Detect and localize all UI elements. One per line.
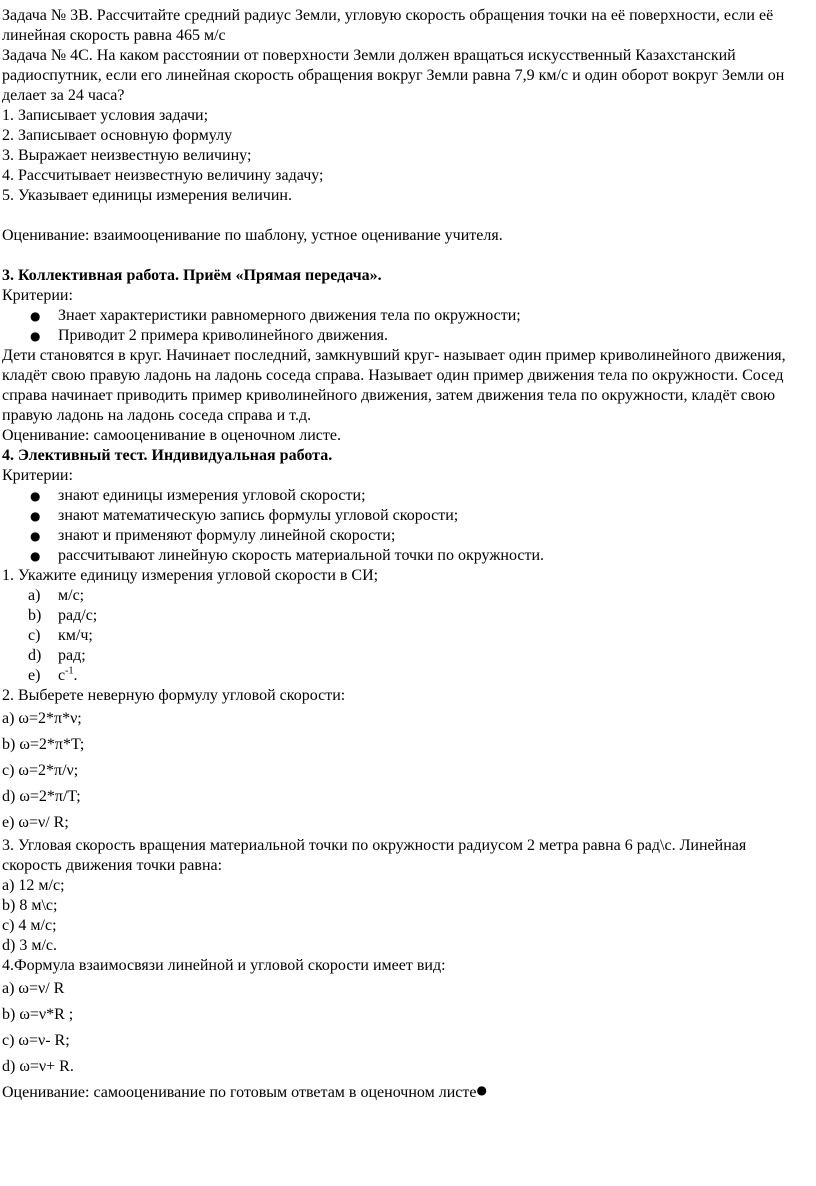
question-2-option: a) ω=2*π*ν;: [2, 710, 82, 727]
question-2-option: d) ω=2*π/T;: [2, 788, 81, 805]
question-4-option: c) ω=ν- R;: [2, 1032, 70, 1049]
question-2-option: e) ω=ν/ R;: [2, 814, 69, 831]
question-4: 4.Формула взаимосвязи линейной и угловой скорости имеет вид:: [2, 957, 446, 974]
task-3b: Задача № 3В. Рассчитайте средний радиус Земли, угловую скорость обращения точки на её поверхности, если её линейная скорость равна 465 м/с: [2, 7, 774, 44]
section-3-criteria-label: Критерии:: [2, 287, 73, 304]
question-1-option: d) рад;: [28, 647, 86, 664]
section-3-body: Дети становятся в круг. Начинает последний, замкнувший круг- называет один пример криволинейного движения, кладёт свою правую ладонь на ладонь соседа справа. Называет один пример движения тела по окружности. Сосед справа начинает приводить пример криволинейного движения, затем движения тела по окружности, кладёт свою правую ладонь на ладонь соседа справа и т.д.: [2, 347, 786, 424]
section-3-criterion: ● Знает характеристики равномерного движения тела по окружности;: [30, 307, 521, 324]
bullet-icon: ●: [30, 509, 41, 523]
spacer: [2, 246, 802, 266]
bullet-icon: ●: [30, 529, 41, 543]
question-1-option: c) км/ч;: [28, 627, 93, 644]
step-2: 2. Записывает основную формулу: [2, 127, 233, 144]
bullet-icon: ●: [30, 549, 41, 563]
question-4-option: d) ω=ν+ R.: [2, 1058, 74, 1075]
question-2-option: c) ω=2*π/ν;: [2, 762, 79, 779]
question-1: 1. Укажите единицу измерения угловой скорости в СИ;: [2, 567, 379, 584]
bullet-icon: ●: [30, 329, 41, 343]
step-1: 1. Записывает условия задачи;: [2, 107, 209, 124]
step-5: 5. Указывает единицы измерения величин.: [2, 187, 292, 204]
section-4-criterion: ● знают и применяют формулу линейной скорости;: [30, 527, 396, 544]
step-3: 3. Выражает неизвестную величину;: [2, 147, 252, 164]
bullet-icon: ●: [30, 309, 41, 323]
question-2-option: b) ω=2*π*T;: [2, 736, 85, 753]
bullet-icon: ●: [476, 1083, 487, 1097]
evaluation-1: Оценивание: взаимооценивание по шаблону, устное оценивание учителя.: [2, 227, 503, 244]
section-3-criterion: ● Приводит 2 примера криволинейного движения.: [30, 327, 389, 344]
question-4-option: b) ω=ν*R ;: [2, 1006, 74, 1023]
question-3-option: d) 3 м/с.: [2, 937, 57, 954]
section-4-heading: 4. Элективный тест. Индивидуальная работа.: [2, 447, 333, 464]
final-evaluation: Оценивание: самооценивание по готовым ответам в оценочном листе●: [2, 1083, 487, 1101]
section-4-criterion: ● знают математическую запись формулы угловой скорости;: [30, 507, 459, 524]
step-4: 4. Рассчитывает неизвестную величину задачу;: [2, 167, 324, 184]
task-4c: Задача № 4С. На каком расстоянии от поверхности Земли должен вращаться искусственный Казахстанский радиоспутник, если его линейная скорость обращения вокруг Земли равна 7,9 км/с и один оборот вокруг Земли он делает за 24 часа?: [2, 47, 785, 104]
question-3-option: b) 8 м\с;: [2, 897, 58, 914]
question-1-option: b) рад/с;: [28, 607, 98, 624]
question-4-option: a) ω=ν/ R: [2, 980, 65, 997]
section-4-criterion: ● знают единицы измерения угловой скорости;: [30, 487, 366, 504]
section-4-criteria-label: Критерии:: [2, 467, 73, 484]
section-4-criterion: ● рассчитывают линейную скорость материальной точки по окружности.: [30, 547, 544, 564]
question-3: 3. Угловая скорость вращения материальной точки по окружности радиусом 2 метра равна 6 рад\с. Линейная скорость движения точки равна:: [2, 837, 747, 874]
question-1-option: a) м/с;: [28, 587, 85, 604]
bullet-icon: ●: [30, 489, 41, 503]
question-3-option: a) 12 м/с;: [2, 877, 65, 894]
section-3-heading: 3. Коллективная работа. Приём «Прямая передача».: [2, 267, 382, 284]
spacer: [2, 206, 802, 226]
question-2: 2. Выберете неверную формулу угловой скорости:: [2, 687, 346, 704]
question-1-option: e) $с^{-1}$.: [28, 665, 78, 684]
section-3-evaluation: Оценивание: самооценивание в оценочном листе.: [2, 427, 341, 444]
question-3-option: c) 4 м/с;: [2, 917, 57, 934]
